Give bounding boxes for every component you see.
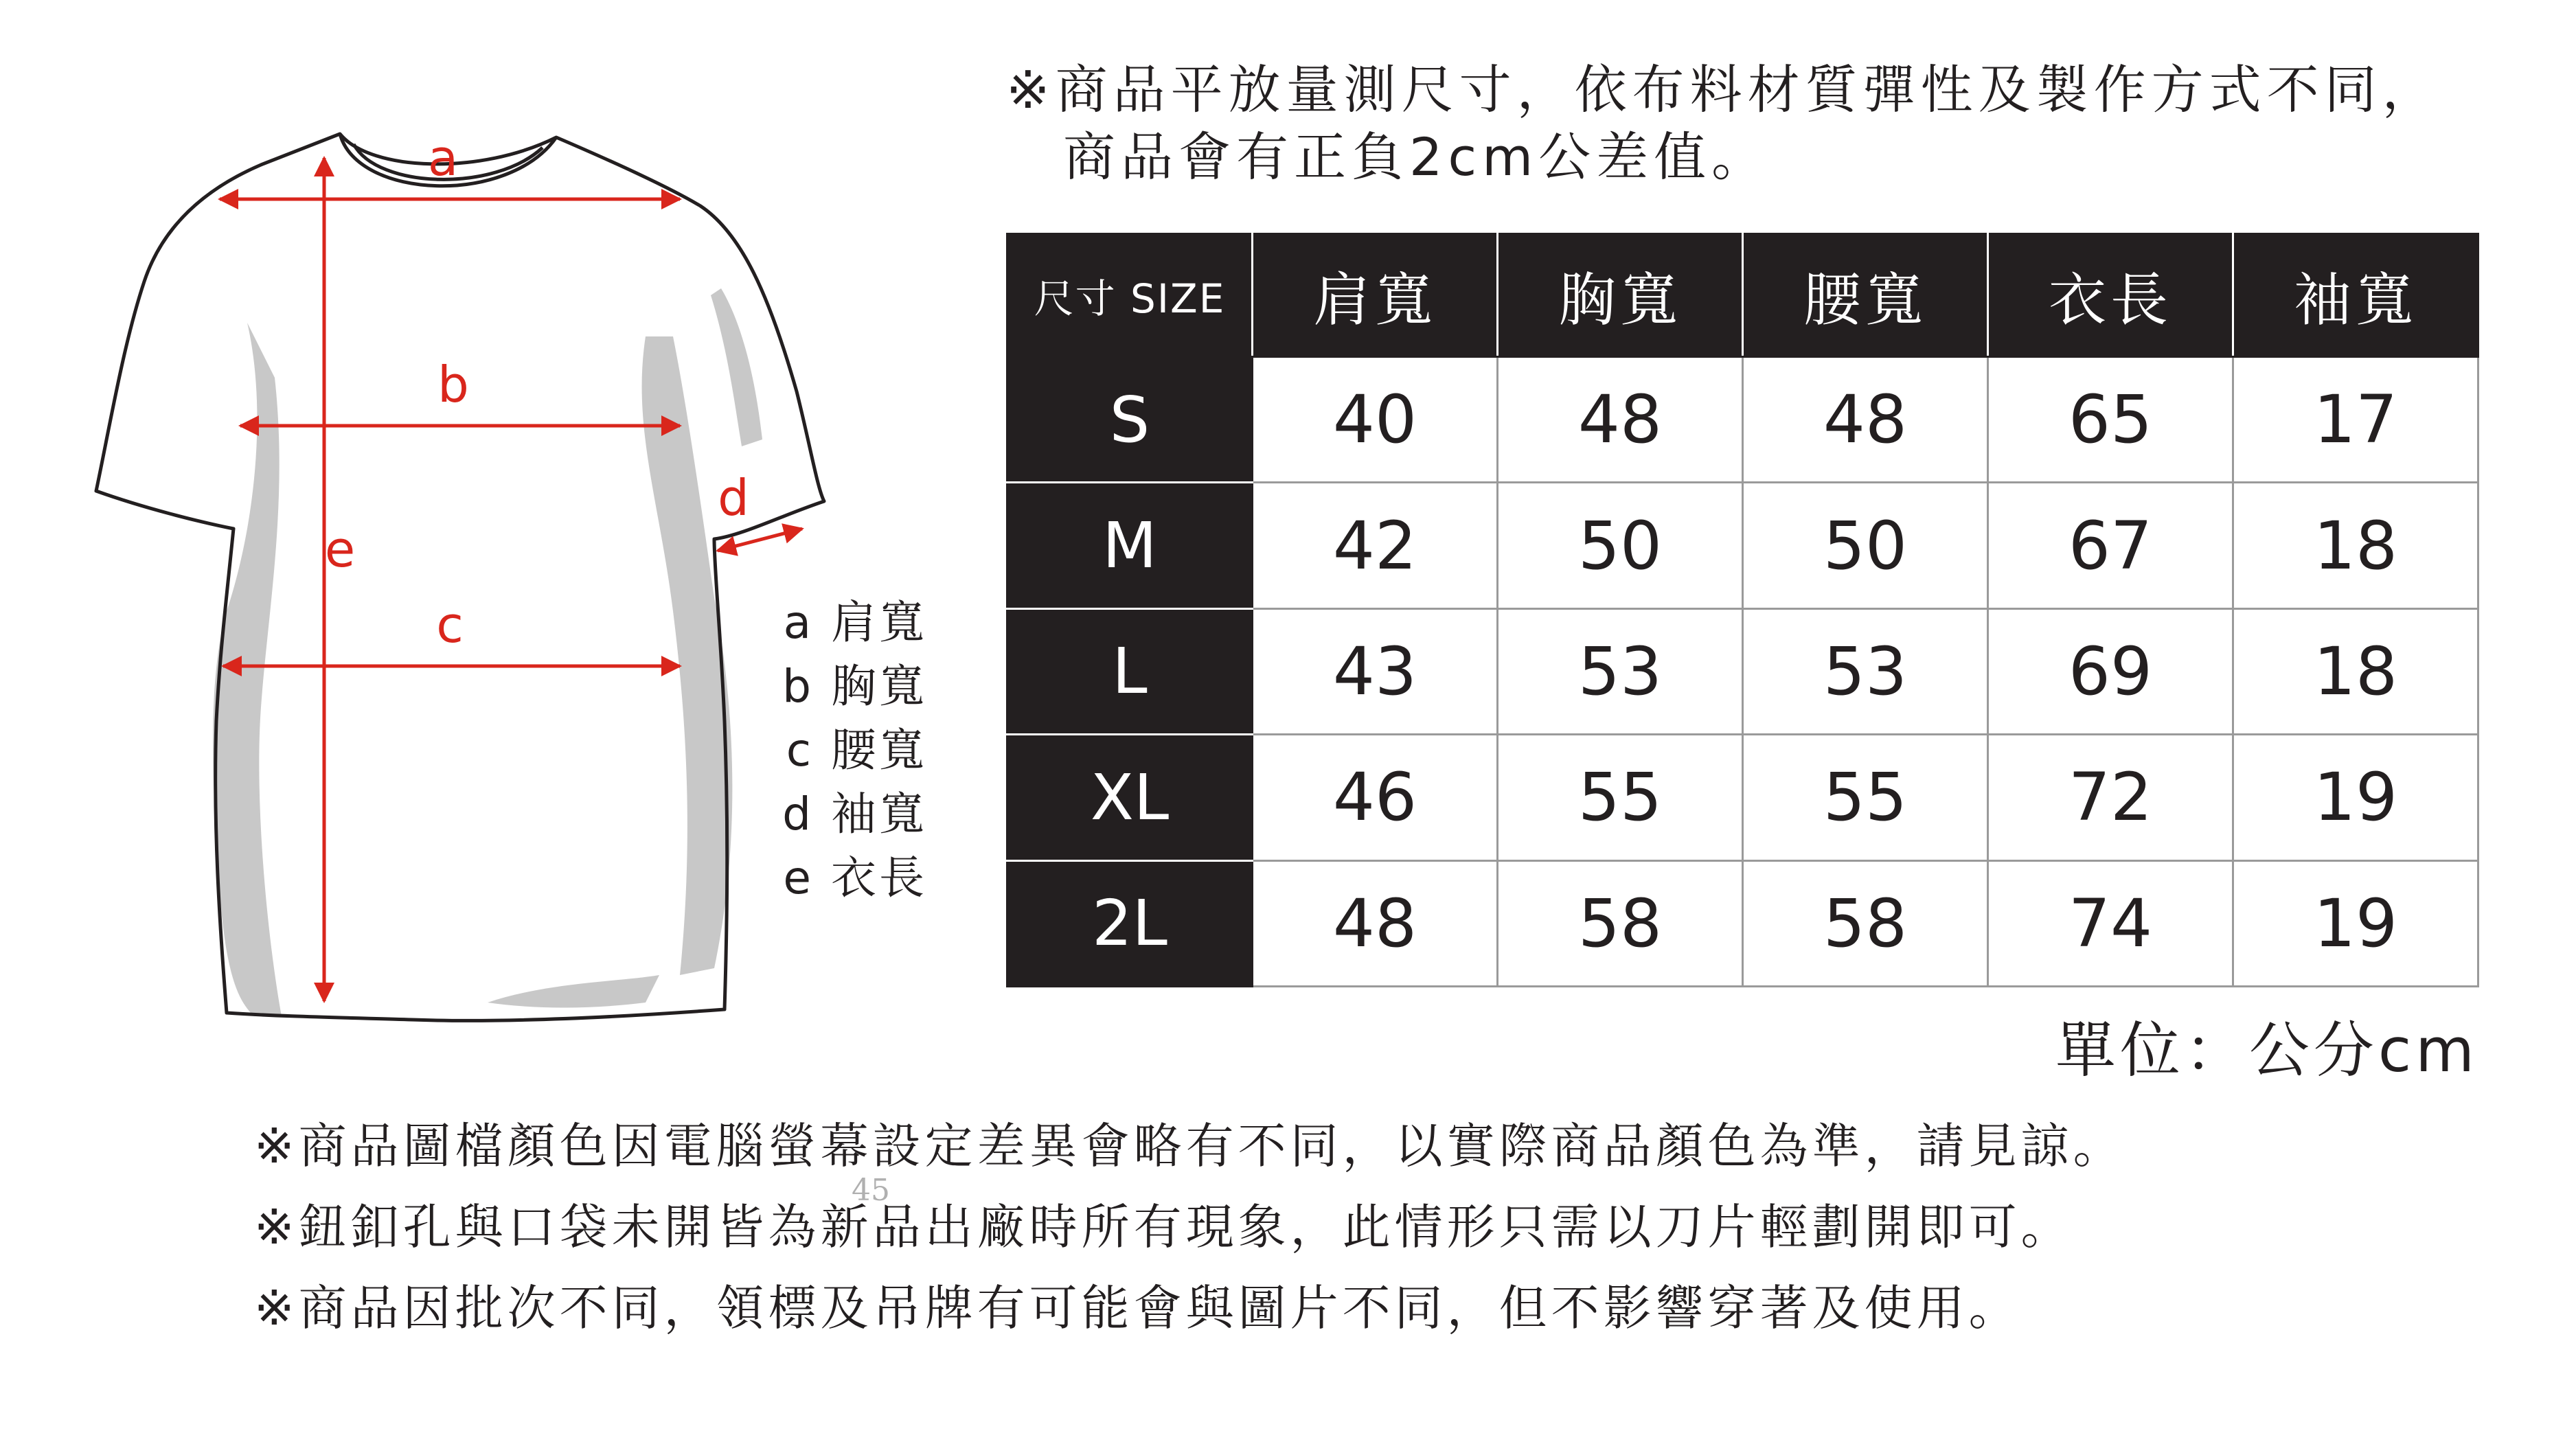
value-cell: 19 xyxy=(2233,860,2478,986)
note-line: ※商品因批次不同，領標及吊牌有可能會與圖片不同，但不影響穿著及使用。 xyxy=(254,1280,2021,1336)
size-cell: L xyxy=(1007,608,1253,734)
value-cell: 55 xyxy=(1498,735,1743,860)
value-cell: 58 xyxy=(1498,860,1743,986)
legend-row xyxy=(762,718,927,782)
value-cell: 53 xyxy=(1498,608,1743,734)
value-cell: 48 xyxy=(1253,860,1498,986)
table-row xyxy=(1007,483,2478,608)
value-cell: 48 xyxy=(1743,357,1988,483)
notice-line-1: ※商品平放量測尺寸，依布料材質彈性及製作方式不同， xyxy=(1006,59,2440,120)
legend-key: c xyxy=(786,724,814,777)
value-cell: 50 xyxy=(1498,483,1743,608)
value-cell: 50 xyxy=(1743,483,1988,608)
value-cell: 19 xyxy=(2233,735,2478,860)
value-cell: 74 xyxy=(1988,860,2233,986)
value-cell: 48 xyxy=(1498,357,1743,483)
unit-label: 單位：公分cm xyxy=(2055,1015,2478,1086)
value-cell: 67 xyxy=(1988,483,2233,608)
label-e: e xyxy=(324,520,356,578)
note-line: ※鈕釦孔與口袋未開皆為新品出廠時所有現象，此情形只需以刀片輕劃開即可。 xyxy=(254,1199,2073,1255)
header-size: 尺寸 SIZE xyxy=(1007,234,1253,357)
legend-row xyxy=(762,782,927,846)
note-line: ※商品圖檔顏色因電腦螢幕設定差異會略有不同，以實際商品顏色為準，請見諒。 xyxy=(254,1118,2125,1174)
legend-row xyxy=(762,654,927,718)
page-number: 45 xyxy=(852,1173,890,1208)
size-cell: 2L xyxy=(1007,860,1253,986)
notice-line-2: 商品會有正負2cm公差值。 xyxy=(1063,126,1770,187)
value-cell: 55 xyxy=(1743,735,1988,860)
value-cell: 42 xyxy=(1253,483,1498,608)
legend-name: 衣長 xyxy=(831,851,927,904)
legend-key: d xyxy=(782,788,814,840)
value-cell: 53 xyxy=(1743,608,1988,734)
label-d: d xyxy=(718,469,749,527)
size-table xyxy=(1006,233,2479,987)
value-cell: 18 xyxy=(2233,483,2478,608)
measurement-legend xyxy=(762,591,927,910)
table-row xyxy=(1007,357,2478,483)
table-row xyxy=(1007,735,2478,860)
header-chest: 胸寬 xyxy=(1498,234,1743,357)
value-cell: 18 xyxy=(2233,608,2478,734)
shirt-shading xyxy=(213,288,762,1016)
size-cell: XL xyxy=(1007,735,1253,860)
header-sleeve: 袖寬 xyxy=(2233,234,2478,357)
legend-key: b xyxy=(782,660,814,713)
legend-row xyxy=(762,846,927,910)
label-a: a xyxy=(427,129,459,187)
legend-row xyxy=(762,591,927,654)
legend-name: 袖寬 xyxy=(831,788,927,840)
size-cell: S xyxy=(1007,357,1253,483)
value-cell: 69 xyxy=(1988,608,2233,734)
value-cell: 46 xyxy=(1253,735,1498,860)
table-row xyxy=(1007,608,2478,734)
legend-name: 腰寬 xyxy=(831,724,927,777)
value-cell: 65 xyxy=(1988,357,2233,483)
legend-key: e xyxy=(783,851,814,904)
size-cell: M xyxy=(1007,483,1253,608)
arrow-d xyxy=(718,529,802,551)
tshirt-diagram xyxy=(82,117,838,1030)
value-cell: 72 xyxy=(1988,735,2233,860)
label-b: b xyxy=(437,356,469,413)
legend-name: 肩寬 xyxy=(831,596,927,649)
header-shoulder: 肩寬 xyxy=(1253,234,1498,357)
table-header-row xyxy=(1007,234,2478,357)
value-cell: 17 xyxy=(2233,357,2478,483)
table-row xyxy=(1007,860,2478,986)
value-cell: 58 xyxy=(1743,860,1988,986)
legend-key: a xyxy=(783,596,814,649)
value-cell: 43 xyxy=(1253,608,1498,734)
header-waist: 腰寬 xyxy=(1743,234,1988,357)
bottom-notes xyxy=(254,1106,2125,1349)
header-length: 衣長 xyxy=(1988,234,2233,357)
label-c: c xyxy=(436,596,464,654)
legend-name: 胸寬 xyxy=(831,660,927,713)
value-cell: 40 xyxy=(1253,357,1498,483)
